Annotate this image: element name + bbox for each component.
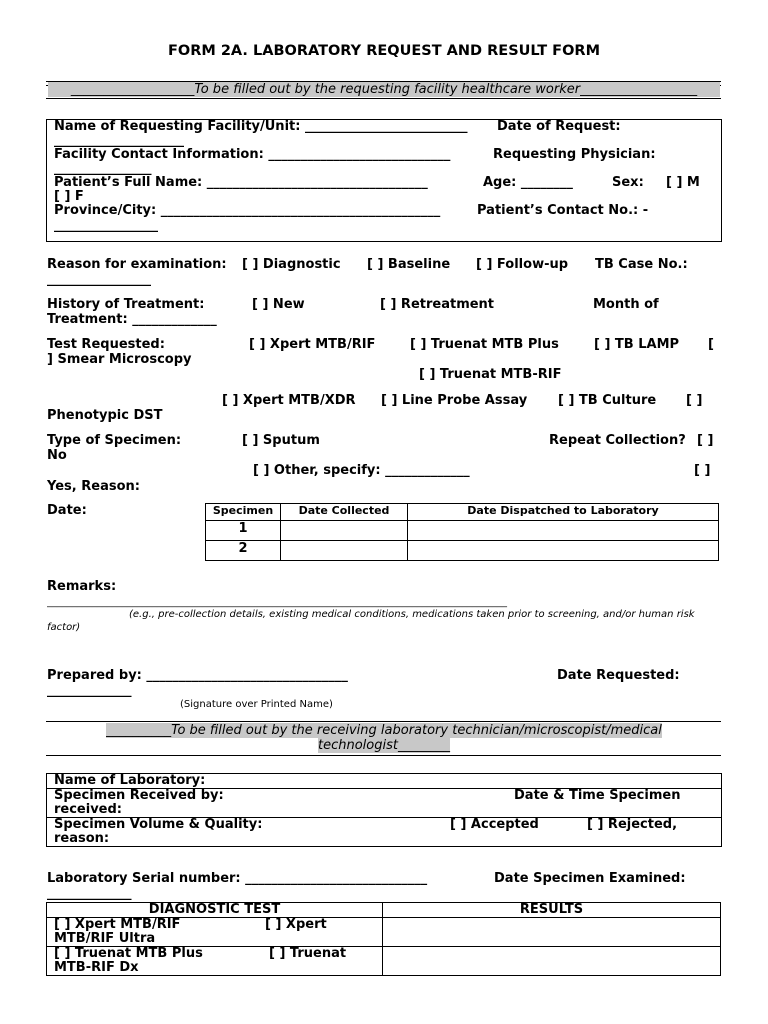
specimen-sputum-checkbox[interactable]: [ ] Sputum	[242, 433, 320, 448]
accepted-checkbox[interactable]: [ ] Accepted	[450, 817, 539, 832]
section2-banner-text2: technologist________	[318, 738, 450, 753]
test-row-truenat	[47, 947, 383, 976]
date-collected-cell[interactable]	[281, 541, 408, 561]
repeat-collection-label: Repeat Collection?	[549, 433, 686, 448]
remarks-label: Remarks:	[47, 579, 117, 594]
header-diagnostic-test: DIAGNOSTIC TEST	[47, 903, 383, 918]
section2-banner-text1: __________To be filled out by the receiving laboratory technician/microscopist/medical	[106, 723, 662, 738]
header-results: RESULTS	[383, 903, 721, 918]
xpert-mtb-rif-checkbox[interactable]: [ ] Xpert MTB/RIF	[54, 917, 181, 932]
test-xpert-mtb-rif-checkbox[interactable]: [ ] Xpert MTB/RIF	[249, 337, 376, 352]
sex-male-checkbox[interactable]: [ ] M	[666, 175, 700, 190]
truenat-mtb-plus-checkbox[interactable]: [ ] Truenat MTB Plus	[54, 946, 203, 961]
date-table	[205, 503, 719, 561]
sex-label: Sex:	[612, 175, 644, 190]
result-cell-truenat[interactable]	[383, 947, 721, 976]
test-phenotypic-dst-checkbox[interactable]: Phenotypic DST	[47, 408, 163, 423]
header-specimen: Specimen	[206, 504, 281, 521]
age-field[interactable]: Age: ________	[483, 175, 573, 190]
test-phenotypic-dst-bracket[interactable]: [ ]	[686, 393, 703, 408]
signature-hint: (Signature over Printed Name)	[180, 699, 333, 710]
treatment-month-field[interactable]: Treatment: _____________	[47, 312, 217, 327]
page-title: FORM 2A. LABORATORY REQUEST AND RESULT FORM	[167, 43, 601, 59]
date-requested-field[interactable]: _____________	[47, 683, 132, 698]
test-truenat-mtb-plus-checkbox[interactable]: [ ] Truenat MTB Plus	[410, 337, 559, 352]
specimen-type-label: Type of Specimen:	[47, 433, 182, 448]
banner2-rule-bottom	[46, 755, 721, 756]
patient-name-field[interactable]: Patient’s Full Name: __________________________________	[54, 175, 428, 190]
received-by-field[interactable]: Specimen Received by:	[54, 788, 224, 803]
test-smear-bracket[interactable]: [	[708, 337, 714, 352]
test-row-xpert	[47, 918, 383, 947]
reason-followup-checkbox[interactable]: [ ] Follow-up	[476, 257, 569, 272]
reason-diagnostic-checkbox[interactable]: [ ] Diagnostic	[242, 257, 341, 272]
volume-quality-label: Specimen Volume & Quality:	[54, 817, 263, 832]
section2-banner-line1	[0, 723, 768, 738]
repeat-yes-checkbox[interactable]: Yes, Reason:	[47, 479, 140, 494]
history-new-checkbox[interactable]: [ ] New	[252, 297, 305, 312]
serial-number-field[interactable]: Laboratory Serial number: ____________________________	[47, 871, 428, 886]
remarks-hint-cont: factor)	[47, 622, 81, 633]
history-retreatment-checkbox[interactable]: [ ] Retreatment	[380, 297, 495, 312]
province-city-field[interactable]: Province/City: ___________________________________________	[54, 203, 441, 218]
history-label: History of Treatment:	[47, 297, 205, 312]
date-requested-label: Date Requested:	[557, 668, 680, 683]
results-table	[46, 902, 721, 976]
specimen-number: 1	[206, 521, 281, 541]
rejected-checkbox[interactable]: [ ] Rejected,	[587, 817, 678, 832]
date-label: Date:	[47, 503, 87, 518]
rejected-reason-field[interactable]: reason:	[54, 831, 110, 846]
facility-contact-field[interactable]: Facility Contact Information: ____________________________	[54, 147, 451, 162]
prepared-by-field[interactable]: Prepared by: _______________________________	[47, 668, 348, 683]
truenat-dx-checkbox[interactable]: [ ] Truenat	[269, 946, 347, 961]
sex-female-checkbox[interactable]: [ ] F	[54, 189, 84, 204]
requesting-physician-field[interactable]: _______________	[54, 161, 152, 176]
reason-label: Reason for examination:	[47, 257, 227, 272]
date-collected-cell[interactable]	[281, 521, 408, 541]
requesting-physician-label: Requesting Physician:	[493, 147, 656, 162]
xpert-ultra-label: MTB/RIF Ultra	[54, 931, 156, 946]
date-dispatched-cell[interactable]	[408, 521, 719, 541]
result-cell-xpert[interactable]	[383, 918, 721, 947]
truenat-dx-label: MTB-RIF Dx	[54, 960, 139, 975]
date-time-received-field[interactable]: received:	[54, 802, 123, 817]
tb-case-no-field[interactable]: ________________	[47, 272, 151, 287]
specimen-other-field[interactable]: [ ] Other, specify: _____________	[253, 463, 470, 478]
test-tb-lamp-checkbox[interactable]: [ ] TB LAMP	[594, 337, 680, 352]
specimen-number: 2	[206, 541, 281, 561]
repeat-no-checkbox[interactable]: No	[47, 448, 67, 463]
test-tb-culture-checkbox[interactable]: [ ] TB Culture	[558, 393, 657, 408]
test-line-probe-assay-checkbox[interactable]: [ ] Line Probe Assay	[381, 393, 528, 408]
header-date-dispatched: Date Dispatched to Laboratory	[408, 504, 719, 521]
banner2-rule-top	[46, 721, 721, 722]
month-of-label: Month of	[593, 297, 659, 312]
header-date-collected: Date Collected	[281, 504, 408, 521]
section2-banner-line2	[0, 738, 768, 753]
date-examined-label: Date Specimen Examined:	[494, 871, 686, 886]
tb-case-no-label: TB Case No.:	[595, 257, 688, 272]
test-truenat-mtb-rif-checkbox[interactable]: [ ] Truenat MTB-RIF	[419, 367, 562, 382]
patient-contact-label: Patient’s Contact No.: -	[477, 203, 649, 218]
remarks-hint: (e.g., pre-collection details, existing medical conditions, medications taken prior to screening, and/or human risk	[129, 609, 695, 620]
reason-baseline-checkbox[interactable]: [ ] Baseline	[367, 257, 451, 272]
date-examined-field[interactable]: _____________	[47, 886, 132, 901]
date-time-received-label: Date & Time Specimen	[514, 788, 681, 803]
repeat-yes-bracket[interactable]: [ ]	[694, 463, 711, 478]
test-requested-label: Test Requested:	[47, 337, 165, 352]
banner-rule-bottom	[46, 98, 721, 99]
date-dispatched-cell[interactable]	[408, 541, 719, 561]
patient-contact-field[interactable]: ________________	[54, 218, 158, 233]
lab-name-field[interactable]: Name of Laboratory:	[54, 773, 206, 788]
test-smear-microscopy-checkbox[interactable]: ] Smear Microscopy	[47, 352, 192, 367]
repeat-no-bracket[interactable]: [ ]	[697, 433, 714, 448]
remarks-field[interactable]: ____________________________________________________________________________________________	[47, 597, 507, 608]
date-of-request-label: Date of Request:	[497, 119, 621, 134]
xpert-ultra-checkbox[interactable]: [ ] Xpert	[265, 917, 327, 932]
facility-name-field[interactable]: Name of Requesting Facility/Unit: _________________________	[54, 119, 468, 134]
date-of-request-field[interactable]: ____________________	[54, 133, 184, 148]
section1-banner: ___________________To be filled out by the requesting facility healthcare worker__________________	[48, 82, 720, 97]
test-xpert-mtb-xdr-checkbox[interactable]: [ ] Xpert MTB/XDR	[222, 393, 356, 408]
